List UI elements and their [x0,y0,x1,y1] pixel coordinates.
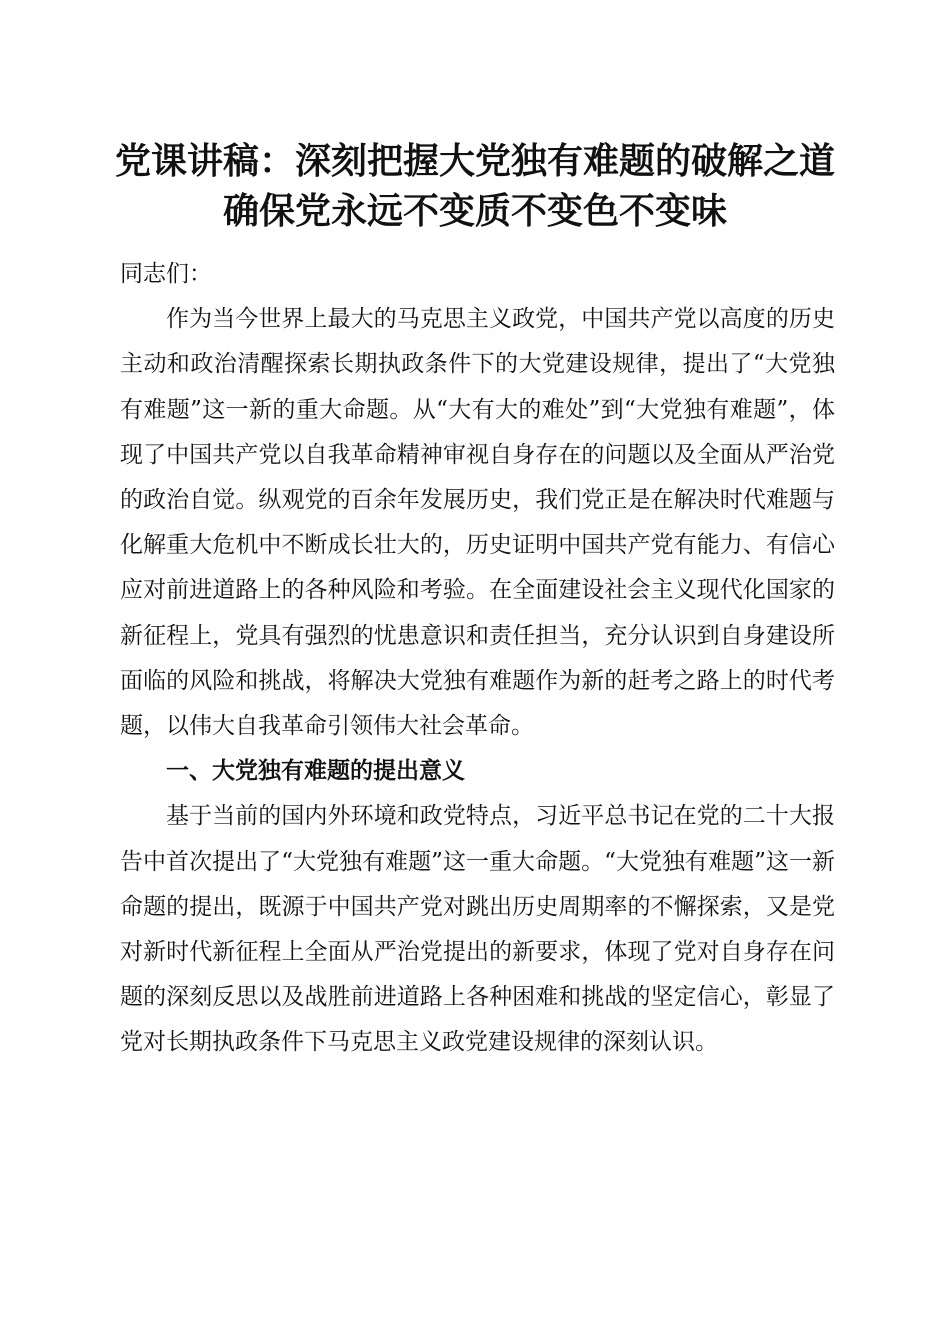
document-body [120,250,835,1066]
title-line-2: 确保党永远不变质不变色不变味 [222,190,727,232]
title-line-1: 党课讲稿：深刻把握大党独有难题的破解之道 [114,140,835,182]
salutation: 同志们： [120,261,212,287]
section-paragraph-1: 基于当前的国内外环境和政党特点，习近平总书记在党的二十大报告中首次提出了“大党独有难题”这一重大命题。“大党独有难题”这一新命题的提出，既源于中国共产党对跳出历史周期率的不懈探索，又是党对新时代新征程上全面从严治党提出的新要求，体现了党对自身存在问题的深刻反思以及战胜前进道路上各种困难和挑战的坚定信心，彰显了党对长期执政条件下马克思主义政党建设规律的深刻认识。 [120,803,835,1056]
document-title [60,136,890,236]
intro-paragraph: 作为当今世界上最大的马克思主义政党，中国共产党以高度的历史主动和政治清醒探索长期执政条件下的大党建设规律，提出了“大党独有难题”这一新的重大命题。从“大有大的难处”到“大党独有难题”，体现了中国共产党以自我革命精神审视自身存在的问题以及全面从严治党的政治自觉。纵观党的百余年发展历史，我们党正是在解决时代难题与化解重大危机中不断成长壮大的，历史证明中国共产党有能力、有信心应对前进道路上的各种风险和考验。在全面建设社会主义现代化国家的新征程上，党具有强烈的忧患意识和责任担当，充分认识到自身建设所面临的风险和挑战，将解决大党独有难题作为新的赶考之路上的时代考题，以伟大自我革命引领伟大社会革命。 [120,306,835,740]
section-heading-1: 一、大党独有难题的提出意义 [166,758,465,785]
